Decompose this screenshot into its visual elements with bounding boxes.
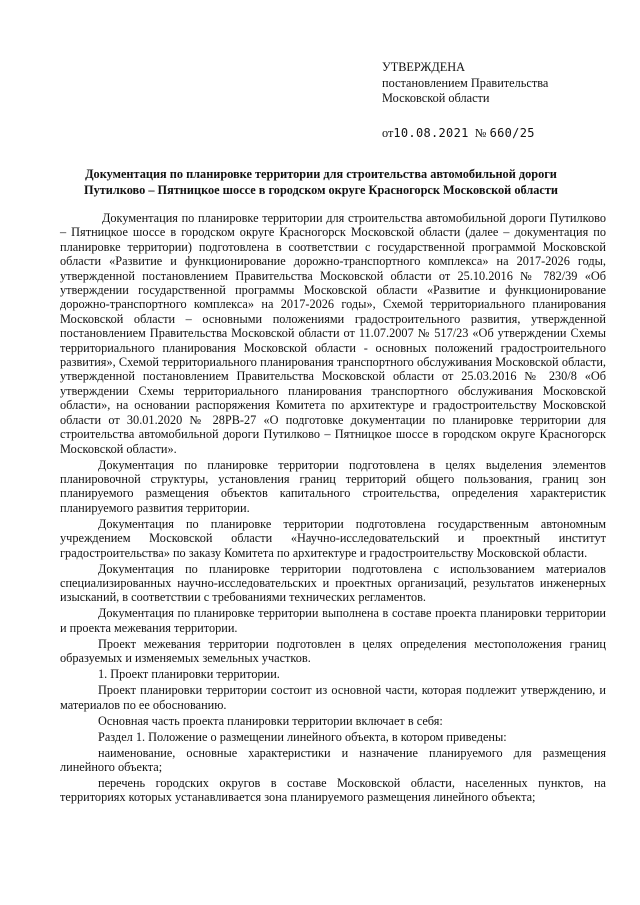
approval-by-line1: постановлением Правительства xyxy=(382,75,549,90)
paragraph: Документация по планировке территории выполнена в составе проекта планировки территории и проекта межевания территории. xyxy=(60,606,606,635)
paragraph: Документация по планировке территории подготовлена с использованием материалов специализированных научно-исследовательских и проектных организаций, результатов инженерных изысканий, в соответствии с требованиями технических регламентов. xyxy=(60,561,606,605)
title-line-2: Путилково – Пятницкое шоссе в городском округе Красногорск Московской области xyxy=(84,182,558,197)
paragraph: Основная часть проекта планировки территории включает в себя: xyxy=(98,713,443,728)
document-title xyxy=(60,167,582,198)
date-prefix: от xyxy=(382,125,394,140)
paragraph: Раздел 1. Положение о размещении линейного объекта, в котором приведены: xyxy=(98,729,507,744)
paragraph: Документация по планировке территории подготовлена в целях выделения элементов планировочной структуры, установления границ территорий общего пользования, границ зон планируемого размещения объектов капитального строительства, определения характеристик планируемого развития территории. xyxy=(60,457,606,515)
title-line-1: Документация по планировке территории для строительства автомобильной дороги xyxy=(85,167,557,181)
document-body xyxy=(60,211,606,805)
paragraph: перечень городских округов в составе Московской области, населенных пунктов, на территориях которых устанавливается зона планируемого размещения линейного объекта; xyxy=(60,775,606,805)
approval-by-line2: Московской области xyxy=(382,91,490,105)
paragraph: Проект планировки территории состоит из основной части, которая подлежит утверждению, и материалов по ее обоснованию. xyxy=(60,683,606,712)
paragraph: Документация по планировке территории для строительства автомобильной дороги Путилково – Пятницкое шоссе в городском округе Красногорск Московской области (далее – документация по планировке территории) подготовлена в соответствии с государственной программой Московской области «Развитие и функционирование дорожно-транспортного комплекса» на 2017-2026 годы, утвержденной постановлением Правительства Московской области от 25.10.2016 № 782/39 «Об утверждении государственной программы Московской области «Развитие и функционирование дорожно-транспортного комплекса» на 2017-2026 годы», Схемой территориального планирования Московской области – основными положениями градостроительного развития, утвержденной постановлением Правительства Московской области от 11.07.2007 № 517/23 «Об утверждении Схемы территориального планирования Московской области - основных положений градостроительного развития», Схемой территориального планирования транспортного обслуживания Московской области, утвержденной постановлением Правительства Московской области от 25.03.2016 № 230/8 «Об утверждении Схемы территориального планирования транспортного обслуживания Московской области», на основании распоряжения Комитета по архитектуре и градостроительству Московской области от 30.01.2020 № 28РВ-27 «О подготовке документации по планировке территории для строительства автомобильной дороги Путилково – Пятницкое шоссе в городском округе Красногорск Московской области». xyxy=(60,211,606,456)
number-sign: № xyxy=(474,125,487,140)
section-heading: 1. Проект планировки территории. xyxy=(98,667,280,682)
paragraph: наименование, основные характеристики и назначение планируемого для размещения линейного объекта; xyxy=(60,745,606,774)
approval-block xyxy=(382,60,612,141)
approval-status: УТВЕРЖДЕНА xyxy=(382,60,466,74)
approval-date-line xyxy=(382,126,612,142)
paragraph: Документация по планировке территории подготовлена государственным автономным учреждением Московской области «Научно-исследовательский и проектный институт градостроительства» по заказу Комитета по архитектуре и градостроительству Московской области. xyxy=(60,516,606,560)
approval-date: 10.08.2021 xyxy=(393,125,469,140)
paragraph: Проект межевания территории подготовлен в целях определения местоположения границ образуемых и изменяемых земельных участков. xyxy=(60,636,606,666)
approval-number: 660/25 xyxy=(489,125,535,140)
